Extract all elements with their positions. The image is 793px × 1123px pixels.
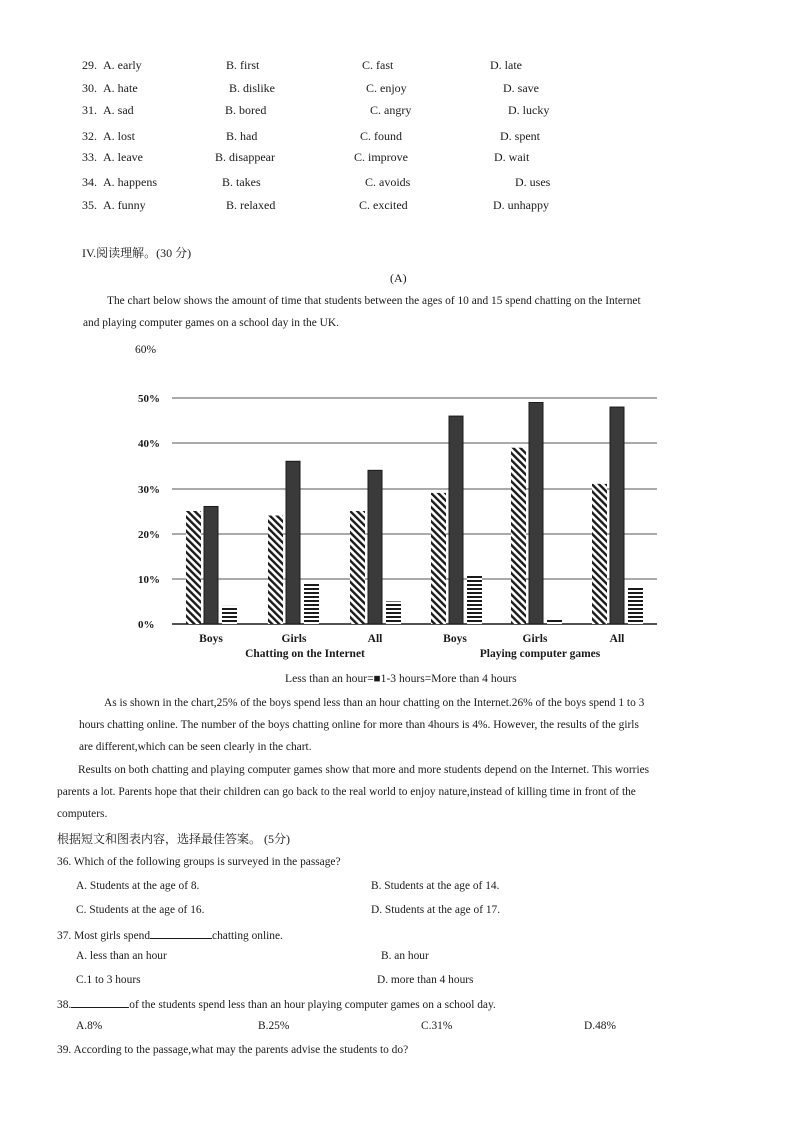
bar-solid-dark bbox=[449, 416, 463, 624]
y-tick-label: 40% bbox=[138, 438, 160, 450]
cloze-option-b[interactable]: B. bored bbox=[225, 103, 267, 117]
question-number: 31. bbox=[82, 103, 97, 117]
body-para1-line3: are different,which can be seen clearly in the chart. bbox=[79, 741, 312, 753]
y-tick-label: 30% bbox=[138, 484, 160, 496]
body-para1-line1: As is shown in the chart,25% of the boys spend less than an hour chatting on the Internet.26% of the boys spend 1 to 3 bbox=[104, 697, 645, 709]
y-tick-label: 20% bbox=[138, 529, 160, 541]
cloze-option-a[interactable]: A. sad bbox=[103, 103, 134, 117]
q38-option-a[interactable]: A.8% bbox=[76, 1020, 103, 1032]
y-tick-label: 0% bbox=[138, 619, 155, 631]
category-label: Girls bbox=[522, 633, 548, 645]
bar-diagonal-stripes bbox=[268, 516, 283, 624]
bar-solid-dark bbox=[529, 403, 543, 624]
question-number: 35. bbox=[82, 198, 97, 212]
bar-horizontal-stripes bbox=[304, 583, 319, 624]
q37-stem-post: chatting online. bbox=[212, 930, 283, 942]
bar-diagonal-stripes bbox=[431, 493, 446, 624]
cloze-option-a[interactable]: A. happens bbox=[103, 175, 157, 189]
cloze-option-a[interactable]: A. lost bbox=[103, 129, 136, 143]
bar-horizontal-stripes bbox=[547, 619, 562, 624]
body-para1-line2: hours chatting online. The number of the boys chatting online for more than 4hours is 4%. However, the results of the girls bbox=[79, 719, 639, 731]
q37-option-c[interactable]: C.1 to 3 hours bbox=[76, 974, 141, 986]
cloze-option-c[interactable]: C. avoids bbox=[365, 175, 411, 189]
cloze-option-a[interactable]: A. funny bbox=[103, 198, 146, 212]
cloze-option-c[interactable]: C. fast bbox=[362, 58, 394, 72]
y-top-label: 60% bbox=[135, 344, 157, 356]
cloze-option-c[interactable]: C. improve bbox=[354, 150, 408, 164]
cloze-option-c[interactable]: C. found bbox=[360, 129, 402, 143]
q37-stem-pre: 37. Most girls spend bbox=[57, 930, 151, 942]
bar-solid-dark bbox=[204, 506, 218, 624]
question-number: 34. bbox=[82, 175, 97, 189]
q37-answer-blank[interactable] bbox=[150, 928, 212, 939]
category-label: Girls bbox=[281, 633, 307, 645]
q36-option-a[interactable]: A. Students at the age of 8. bbox=[76, 880, 200, 892]
cloze-option-b[interactable]: B. takes bbox=[222, 175, 261, 189]
cloze-option-b[interactable]: B. dislike bbox=[229, 81, 276, 95]
q36-option-c[interactable]: C. Students at the age of 16. bbox=[76, 904, 205, 916]
cloze-option-a[interactable]: A. hate bbox=[103, 81, 138, 95]
cloze-option-d[interactable]: D. late bbox=[490, 58, 522, 72]
q37-option-d[interactable]: D. more than 4 hours bbox=[377, 974, 474, 986]
y-tick-label: 10% bbox=[138, 574, 160, 586]
q36-stem: 36. Which of the following groups is surveyed in the passage? bbox=[57, 856, 341, 868]
question-number: 32. bbox=[82, 129, 97, 143]
cloze-option-c[interactable]: C. angry bbox=[370, 103, 412, 117]
body-para2-line3: computers. bbox=[57, 808, 108, 820]
bar-diagonal-stripes bbox=[511, 448, 526, 624]
category-label: All bbox=[367, 633, 383, 645]
bar-diagonal-stripes bbox=[350, 511, 365, 624]
bar-horizontal-stripes bbox=[386, 601, 401, 624]
cloze-option-c[interactable]: C. enjoy bbox=[366, 81, 407, 95]
cloze-option-b[interactable]: B. first bbox=[226, 58, 260, 72]
cloze-option-b[interactable]: B. disappear bbox=[215, 150, 275, 164]
q38-stem-pre: 38. bbox=[57, 999, 72, 1011]
question-number: 33. bbox=[82, 150, 97, 164]
cloze-option-d[interactable]: D. spent bbox=[500, 129, 540, 143]
q38-option-b[interactable]: B.25% bbox=[258, 1020, 290, 1032]
cloze-option-a[interactable]: A. early bbox=[103, 58, 142, 72]
group-label: Playing computer games bbox=[479, 648, 601, 660]
cloze-option-b[interactable]: B. relaxed bbox=[226, 198, 276, 212]
bar-solid-dark bbox=[286, 461, 300, 624]
intro-line-1: The chart below shows the amount of time that students between the ages of 10 and 15 spend chatting on the Internet bbox=[107, 295, 641, 307]
cloze-option-c[interactable]: C. excited bbox=[359, 198, 408, 212]
bar-horizontal-stripes bbox=[467, 574, 482, 624]
bar-diagonal-stripes bbox=[186, 511, 201, 624]
category-label: Boys bbox=[199, 633, 223, 645]
q36-option-b[interactable]: B. Students at the age of 14. bbox=[371, 880, 500, 892]
body-para2-line2: parents a lot. Parents hope that their children can go back to the real world to enjoy nature,instead of killing time in front of the bbox=[57, 786, 636, 798]
chart-legend: Less than an hour=■1-3 hours=More than 4 hours bbox=[285, 672, 517, 685]
question-number: 30. bbox=[82, 81, 97, 95]
q38-answer-blank[interactable] bbox=[71, 997, 129, 1008]
passage-label: (A) bbox=[390, 271, 407, 285]
y-tick-label: 50% bbox=[138, 393, 160, 405]
q38-stem bbox=[57, 997, 496, 1011]
q38-stem-post: of the students spend less than an hour playing computer games on a school day. bbox=[129, 999, 496, 1011]
bar-solid-dark bbox=[610, 407, 624, 624]
q36-option-d[interactable]: D. Students at the age of 17. bbox=[371, 904, 501, 916]
q38-option-d[interactable]: D.48% bbox=[584, 1020, 616, 1032]
bar-solid-dark bbox=[368, 470, 382, 624]
intro-line-2: and playing computer games on a school day in the UK. bbox=[83, 317, 339, 329]
cloze-option-d[interactable]: D. lucky bbox=[508, 103, 550, 117]
q38-option-c[interactable]: C.31% bbox=[421, 1020, 453, 1032]
cloze-option-d[interactable]: D. save bbox=[503, 81, 539, 95]
q37-option-a[interactable]: A. less than an hour bbox=[76, 950, 167, 962]
section-title: IV.阅读理解。(30 分) bbox=[82, 246, 192, 260]
cloze-option-d[interactable]: D. unhappy bbox=[493, 198, 549, 212]
category-label: All bbox=[609, 633, 625, 645]
bar-horizontal-stripes bbox=[222, 606, 237, 624]
cloze-option-d[interactable]: D. uses bbox=[515, 175, 551, 189]
q37-option-b[interactable]: B. an hour bbox=[381, 950, 429, 962]
question-number: 29. bbox=[82, 58, 97, 72]
bar-horizontal-stripes bbox=[628, 588, 643, 624]
bar-diagonal-stripes bbox=[592, 484, 607, 624]
cloze-option-d[interactable]: D. wait bbox=[494, 150, 530, 164]
category-label: Boys bbox=[443, 633, 467, 645]
body-para2-line1: Results on both chatting and playing computer games show that more and more students depend on the Internet. This worries bbox=[78, 764, 650, 776]
q39-stem: 39. According to the passage,what may the parents advise the students to do? bbox=[57, 1044, 409, 1056]
cloze-option-a[interactable]: A. leave bbox=[103, 150, 143, 164]
group-label: Chatting on the Internet bbox=[245, 648, 365, 660]
instruction: 根据短文和图表内容，选择最佳答案。 (5分) bbox=[57, 832, 290, 846]
cloze-option-b[interactable]: B. had bbox=[226, 129, 258, 143]
q37-stem bbox=[57, 928, 283, 942]
